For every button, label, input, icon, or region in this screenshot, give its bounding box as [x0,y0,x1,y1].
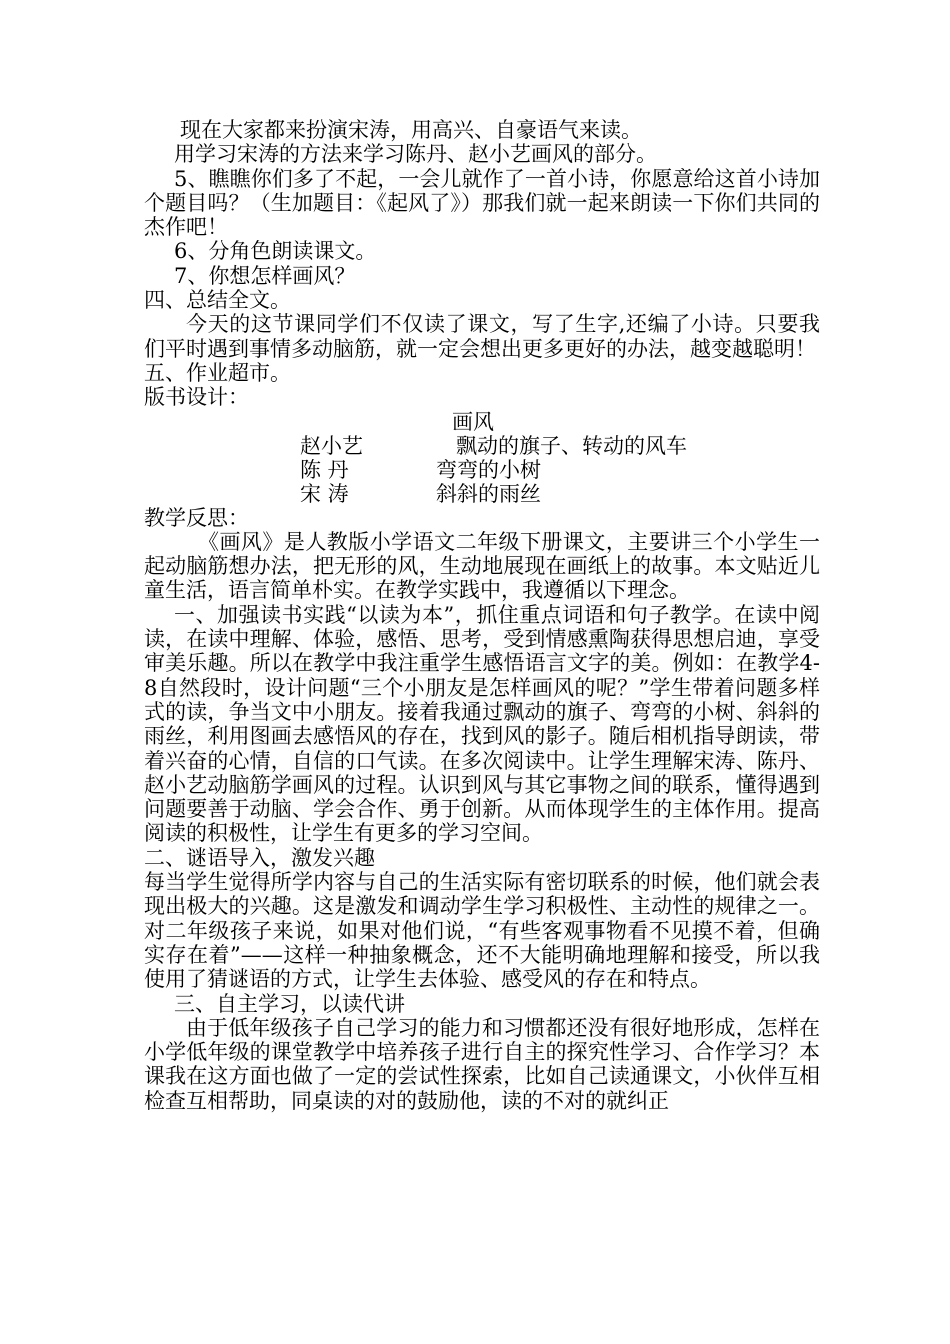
section-heading: 教学反思： [144,505,249,530]
paragraph: 今天的这节课同学们不仅读了课文，写了生字,还编了小诗。只要我们平时遇到事情多动脑筋，就一定会想出更多更好的办法，越变越聪明！ [144,312,820,361]
lesson-steps-section [144,118,820,410]
board-item: 飘动的旗子、转动的风车 [456,433,687,458]
section-heading: 二、谜语导入，激发兴趣 [144,845,375,870]
section-heading: 四、总结全文。 [144,288,291,313]
paragraph: 5、瞧瞧你们多了不起，一会儿就作了一首小诗，你愿意给这首小诗加个题目吗？（生加题目：《起风了》）那我们就一起来朗读一下你们共同的杰作吧！ [144,166,820,240]
paragraph: 6、分角色朗读课文。 [174,239,377,264]
paragraph: 一、加强读书实践“以读为本”，抓住重点词语和句子教学。在读中阅读，在读中理解、体验，感悟、思考，受到情感熏陶获得思想启迪，享受审美乐趣。所以在教学中我注重学生感悟语言文字的美。例如：在教学4-8自然段时，设计问题“三个小朋友是怎样画风的呢？”学生带着问题多样式的读，争当文中小朋友。接着我通过飘动的旗子、弯弯的小树、斜斜的雨丝，利用图画去感悟风的存在，找到风的影子。随后相机指导朗读，带着兴奋的心情，自信的口气读。在多次阅读中。让学生理解宋涛、陈丹、赵小艺动脑筋学画风的过程。认识到风与其它事物之间的联系，懂得遇到问题要善于动脑、学会合作、勇于创新。从而体现学生的主体作用。提高阅读的积极性，让学生有更多的学习空间。 [144,602,820,846]
paragraph: 用学习宋涛的方法来学习陈丹、赵小艺画风的部分。 [174,142,657,167]
document-page [144,118,820,1113]
paragraph: 由于低年级孩子自己学习的能力和习惯都还没有很好地形成，怎样在小学低年级的课堂教学中培养孩子进行自主的探究性学习、合作学习？本课我在这方面也做了一定的尝试性探索，比如自己读通课文，小伙伴互相检查互相帮助，同桌读的对的鼓励他，读的不对的就纠正 [144,1015,820,1113]
paragraph: 7、你想怎样画风？ [174,263,356,288]
paragraph: 每当学生觉得所学内容与自己的生活实际有密切联系的时候，他们就会表现出极大的兴趣。这是激发和调动学生学习积极性、主动性的规律之一。对二年级孩子来说，如果对他们说，“有些客观事物看不见摸不着，但确实存在着”——这样一种抽象概念，还不大能明确地理解和接受，所以我使用了猜谜语的方式，让学生去体验、感受风的存在和特点。 [144,870,820,992]
board-title: 画风 [452,409,494,434]
paragraph: 《画风》是人教版小学语文二年级下册课文，主要讲三个小学生一起动脑筋想办法，把无形的风，生动地展现在画纸上的故事。本文贴近儿童生活，语言简单朴实。在教学实践中，我遵循以下理念。 [144,529,820,603]
blackboard-design [144,410,820,506]
section-heading: 三、自主学习，以读代讲 [174,991,405,1016]
paragraph: 现在大家都来扮演宋涛，用高兴、自豪语气来读。 [180,118,642,142]
section-heading: 五、作业超市。 [144,360,291,385]
board-name: 陈 丹 [300,457,349,482]
board-name: 宋 涛 [300,481,349,506]
board-item: 斜斜的雨丝 [436,481,541,506]
board-name: 赵小艺 [300,433,363,458]
section-heading: 版书设计： [144,385,249,410]
teaching-reflection-section [144,506,820,1113]
board-item: 弯弯的小树 [436,457,541,482]
